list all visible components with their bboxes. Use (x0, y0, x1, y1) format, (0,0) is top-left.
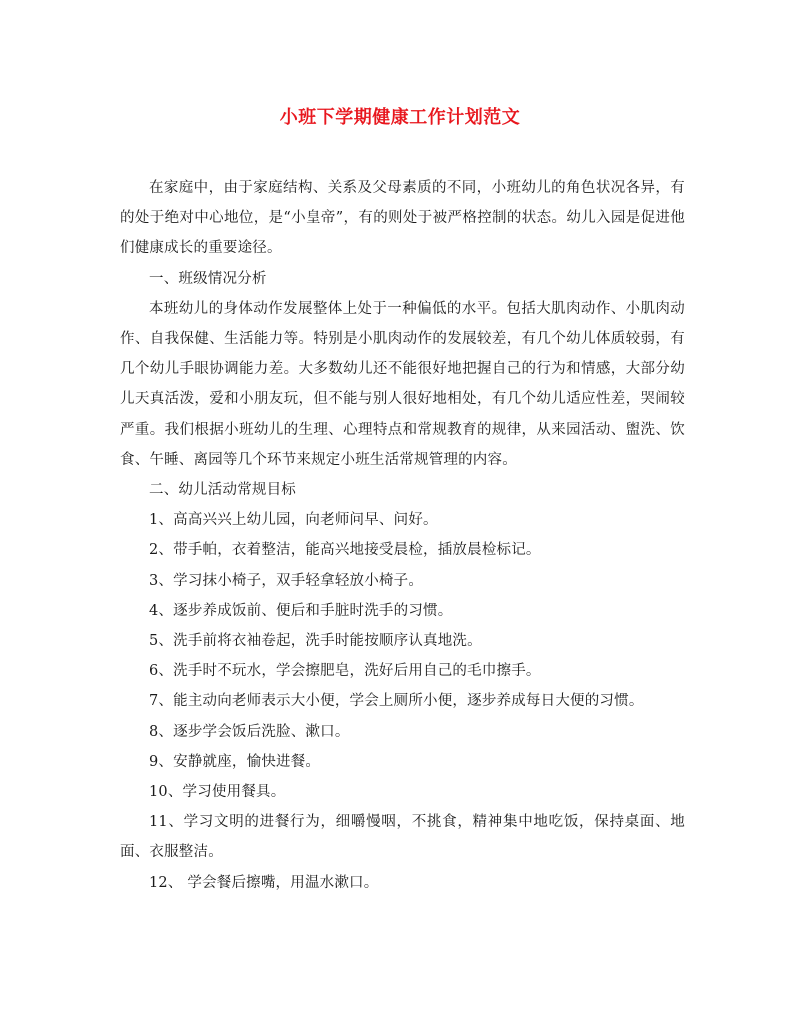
section-heading-class-analysis: 一、班级情况分析 (149, 270, 267, 287)
goal-item-5: 5、洗手前将衣袖卷起，洗手时能按顺序认真地洗。 (149, 633, 482, 650)
goal-item-3: 3、学习抹小椅子，双手轻拿轻放小椅子。 (149, 572, 424, 589)
goal-item-8: 8、逐步学会饭后洗脸、漱口。 (149, 723, 350, 740)
goal-item-12: 12、 学会餐后擦嘴，用温水漱口。 (149, 874, 379, 891)
goals-list (120, 505, 685, 898)
section-heading-activity-goals: 二、幼儿活动常规目标 (149, 482, 296, 499)
intro-paragraph: 在家庭中，由于家庭结构、关系及父母素质的不同，小班幼儿的角色状况各异，有的处于绝对中心地位，是“小皇帝”，有的则处于被严格控制的状态。幼儿入园是促进他们健康成长的重要途径。 (120, 180, 685, 257)
goal-item-11: 11、学习文明的进餐行为，细嚼慢咽，不挑食，精神集中地吃饭，保持桌面、地面、衣服整洁。 (120, 814, 685, 861)
goal-item-10: 10、学习使用餐具。 (149, 784, 286, 801)
document-body (120, 173, 685, 898)
goal-item-2: 2、带手帕，衣着整洁，能高兴地接受晨检，插放晨检标记。 (149, 542, 541, 559)
goal-item-7: 7、能主动向老师表示大小便，学会上厕所小便，逐步养成每日大便的习惯。 (149, 693, 644, 710)
document-title: 小班下学期健康工作计划范文 (279, 107, 521, 128)
goal-item-1: 1、高高兴兴上幼儿园，向老师问早、问好。 (149, 512, 438, 529)
goal-item-9: 9、安静就座，愉快进餐。 (149, 753, 321, 770)
goal-item-6: 6、洗手时不玩水，学会擦肥皂，洗好后用自己的毛巾擦手。 (149, 663, 541, 680)
class-analysis-paragraph: 本班幼儿的身体动作发展整体上处于一种偏低的水平。包括大肌肉动作、小肌肉动作、自我保健、生活能力等。特别是小肌肉动作的发展较差，有几个幼儿体质较弱，有几个幼儿手眼协调能力差。大多数幼儿还不能很好地把握自己的行为和情感，大部分幼儿天真活泼，爱和小朋友玩，但不能与别人很好地相处，有几个幼儿适应性差，哭闹较严重。我们根据小班幼儿的生理、心理特点和常规教育的规律，从来园活动、盥洗、饮食、午睡、离园等几个环节来规定小班生活常规管理的内容。 (120, 300, 685, 468)
goal-item-4: 4、逐步养成饭前、便后和手脏时洗手的习惯。 (149, 602, 453, 619)
